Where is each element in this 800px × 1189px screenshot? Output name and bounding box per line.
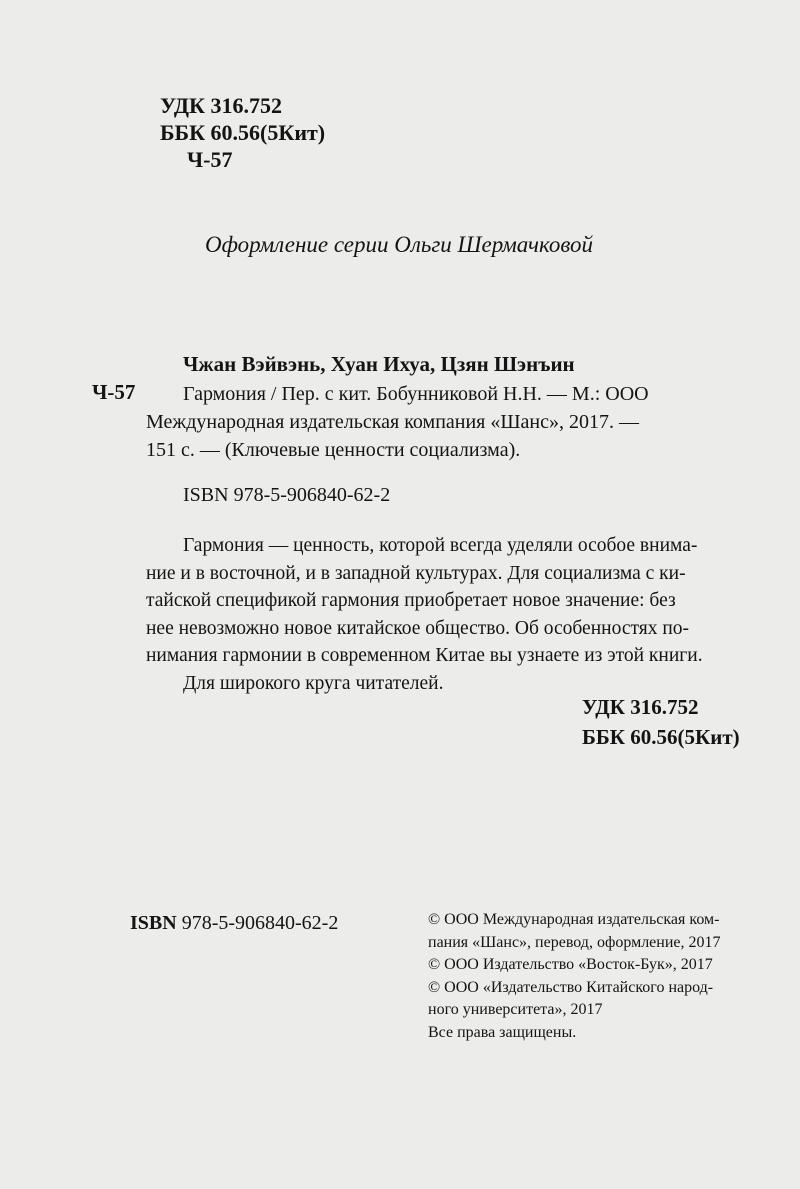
isbn-number: 978-5-906840-62-2 [181, 912, 339, 934]
classification-block-bottom [582, 692, 740, 752]
udk-code: УДК 316.752 [160, 93, 283, 118]
biblio-line: Гармония / Пер. с кит. Бобунниковой Н.Н. — М.: ООО [183, 383, 649, 405]
udk-code-bottom: УДК 316.752 [582, 695, 699, 719]
copyright-line: ного университета», 2017 [428, 1001, 603, 1018]
annotation-line: нее невозможно новое китайское общество. Об особенностях по- [146, 617, 690, 639]
isbn-bottom [130, 912, 338, 935]
annotation-line: нимания гармонии в современном Китае вы узнаете из этой книги. [146, 645, 703, 666]
record-authors: Чжан Вэйвэнь, Хуан Ихуа, Цзян Шэнъин [183, 352, 575, 376]
copyright-line: пания «Шанс», перевод, оформление, 2017 [428, 933, 721, 951]
annotation-line: Гармония — ценность, которой всегда уделяли особое внима- [183, 535, 698, 556]
rights-reserved: Все права защищены. [428, 1023, 577, 1041]
record-isbn: ISBN 978-5-906840-62-2 [183, 484, 391, 506]
classification-block-top [160, 92, 325, 173]
isbn-label: ISBN [130, 912, 177, 934]
biblio-line: 151 с. — (Ключевые ценности социализма). [146, 439, 521, 461]
bibliographic-description [146, 380, 766, 464]
annotation [146, 532, 766, 697]
annotation-line: ние и в восточной, и в западной культурах. Для социализма с ки- [146, 562, 686, 584]
copyright-line: © ООО Издательство «Восток-Бук», 2017 [428, 956, 713, 973]
series-design-credit: Оформление серии Ольги Шермачковой [205, 232, 594, 257]
bbk-code: ББК 60.56(5Кит) [160, 120, 326, 145]
author-mark: Ч-57 [187, 147, 233, 172]
copyright-notice [428, 909, 721, 1044]
record-author-mark: Ч-57 [92, 380, 136, 404]
bbk-code-bottom: ББК 60.56(5Кит) [582, 725, 740, 749]
audience-note: Для широкого круга читателей. [183, 672, 444, 694]
annotation-line: тайской спецификой гармония приобретает новое значение: без [146, 590, 676, 611]
copyright-line: © ООО Международная издательская ком- [428, 911, 720, 928]
copyright-line: © ООО «Издательство Китайского народ- [428, 978, 714, 996]
biblio-line: Международная издательская компания «Шанс», 2017. — [146, 411, 640, 433]
